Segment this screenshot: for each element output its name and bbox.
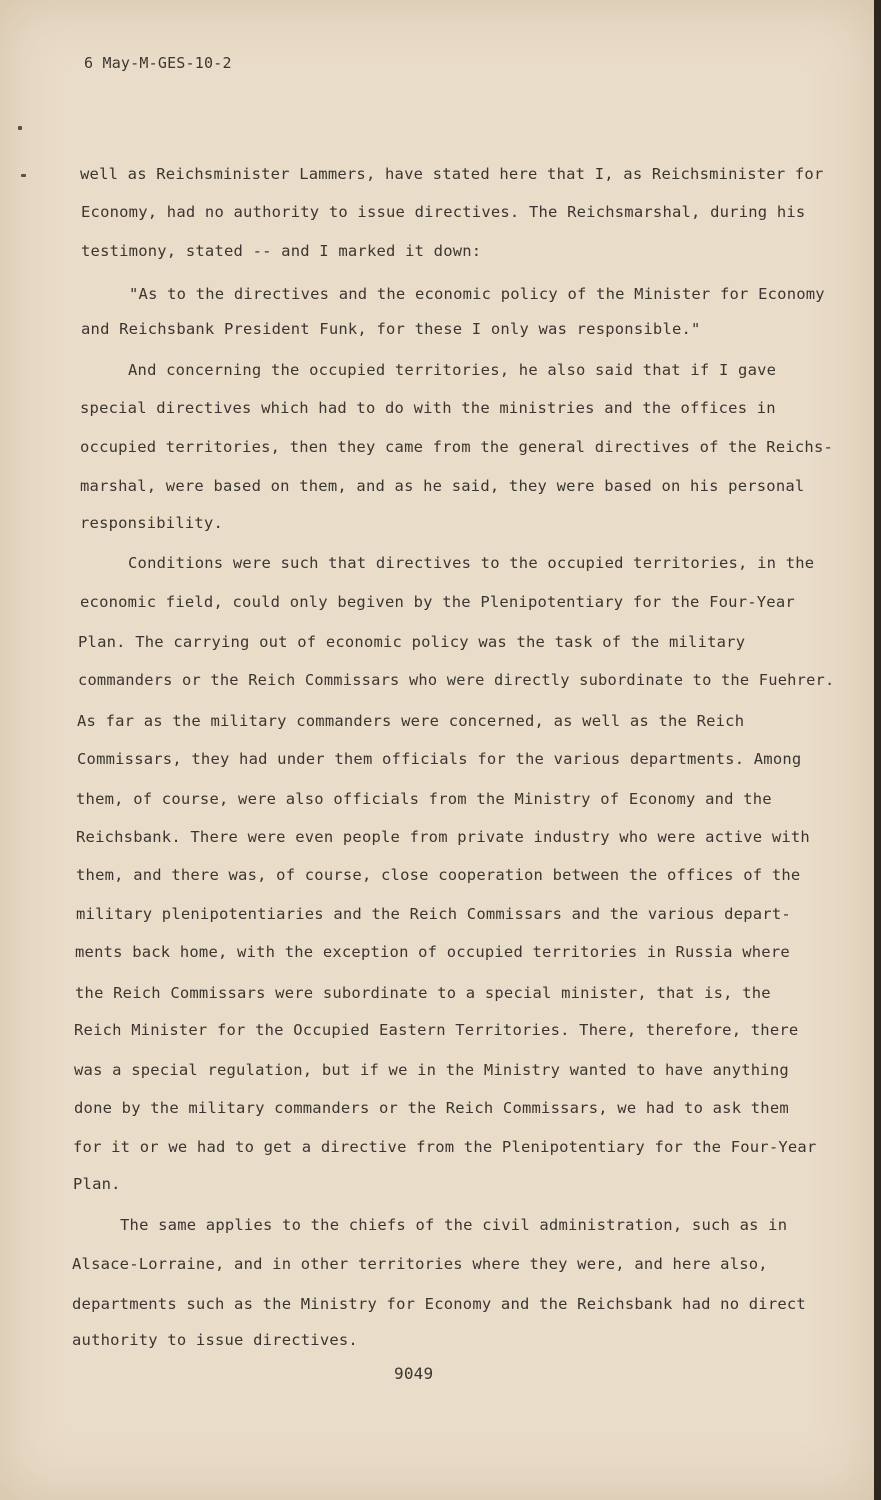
text-line: economic field, could only begiven by the Plenipotentiary for the Four-Year [80, 593, 795, 611]
text-line: Reichsbank. There were even people from private industry who were active with [76, 828, 810, 846]
text-line: Reich Minister for the Occupied Eastern Territories. There, therefore, there [74, 1021, 799, 1039]
punch-hole-mark [21, 174, 26, 177]
text-line: ments back home, with the exception of occupied territories in Russia where [75, 943, 790, 961]
text-line: was a special regulation, but if we in the Ministry wanted to have anything [74, 1061, 789, 1079]
text-line: As far as the military commanders were concerned, as well as the Reich [77, 712, 745, 730]
text-line: Alsace-Lorraine, and in other territories where they were, and here also, [72, 1255, 768, 1273]
text-line: them, and there was, of course, close cooperation between the offices of the [76, 866, 801, 884]
text-line: Plan. [73, 1175, 121, 1193]
text-line: commanders or the Reich Commissars who were directly subordinate to the Fuehrer. [78, 671, 835, 689]
text-line: special directives which had to do with the ministries and the offices in [80, 399, 776, 417]
text-line: done by the military commanders or the Reich Commissars, we had to ask them [74, 1099, 789, 1117]
document-reference: 6 May-M-GES-10-2 [84, 54, 232, 72]
text-line: Commissars, they had under them officials for the various departments. Among [77, 750, 802, 768]
scan-edge [874, 0, 881, 1500]
text-line: occupied territories, then they came from the general directives of the Reichs- [80, 438, 834, 456]
text-line: well as Reichsminister Lammers, have stated here that I, as Reichsminister for [80, 165, 824, 183]
text-line: Plan. The carrying out of economic policy was the task of the military [78, 633, 746, 651]
page-number: 9049 [394, 1364, 434, 1383]
text-line: Economy, had no authority to issue directives. The Reichsmarshal, during his [81, 203, 806, 221]
text-line: The same applies to the chiefs of the civil administration, such as in [120, 1216, 788, 1234]
text-line: Conditions were such that directives to the occupied territories, in the [128, 554, 815, 572]
text-line: "As to the directives and the economic policy of the Minister for Economy [129, 285, 825, 303]
punch-hole-mark [18, 126, 22, 130]
text-line: responsibility. [80, 514, 223, 532]
text-line: them, of course, were also officials from the Ministry of Economy and the [76, 790, 772, 808]
text-line: testimony, stated -- and I marked it down: [81, 242, 482, 260]
text-line: the Reich Commissars were subordinate to a special minister, that is, the [75, 984, 771, 1002]
text-line: military plenipotentiaries and the Reich Commissars and the various depart- [76, 905, 791, 923]
text-line: departments such as the Ministry for Economy and the Reichsbank had no direct [72, 1295, 806, 1313]
text-line: marshal, were based on them, and as he said, they were based on his personal [80, 477, 805, 495]
text-line: and Reichsbank President Funk, for these I only was responsible." [81, 320, 701, 338]
text-line: And concerning the occupied territories, he also said that if I gave [128, 361, 777, 379]
text-line: for it or we had to get a directive from the Plenipotentiary for the Four-Year [73, 1138, 817, 1156]
text-line: authority to issue directives. [72, 1331, 358, 1349]
